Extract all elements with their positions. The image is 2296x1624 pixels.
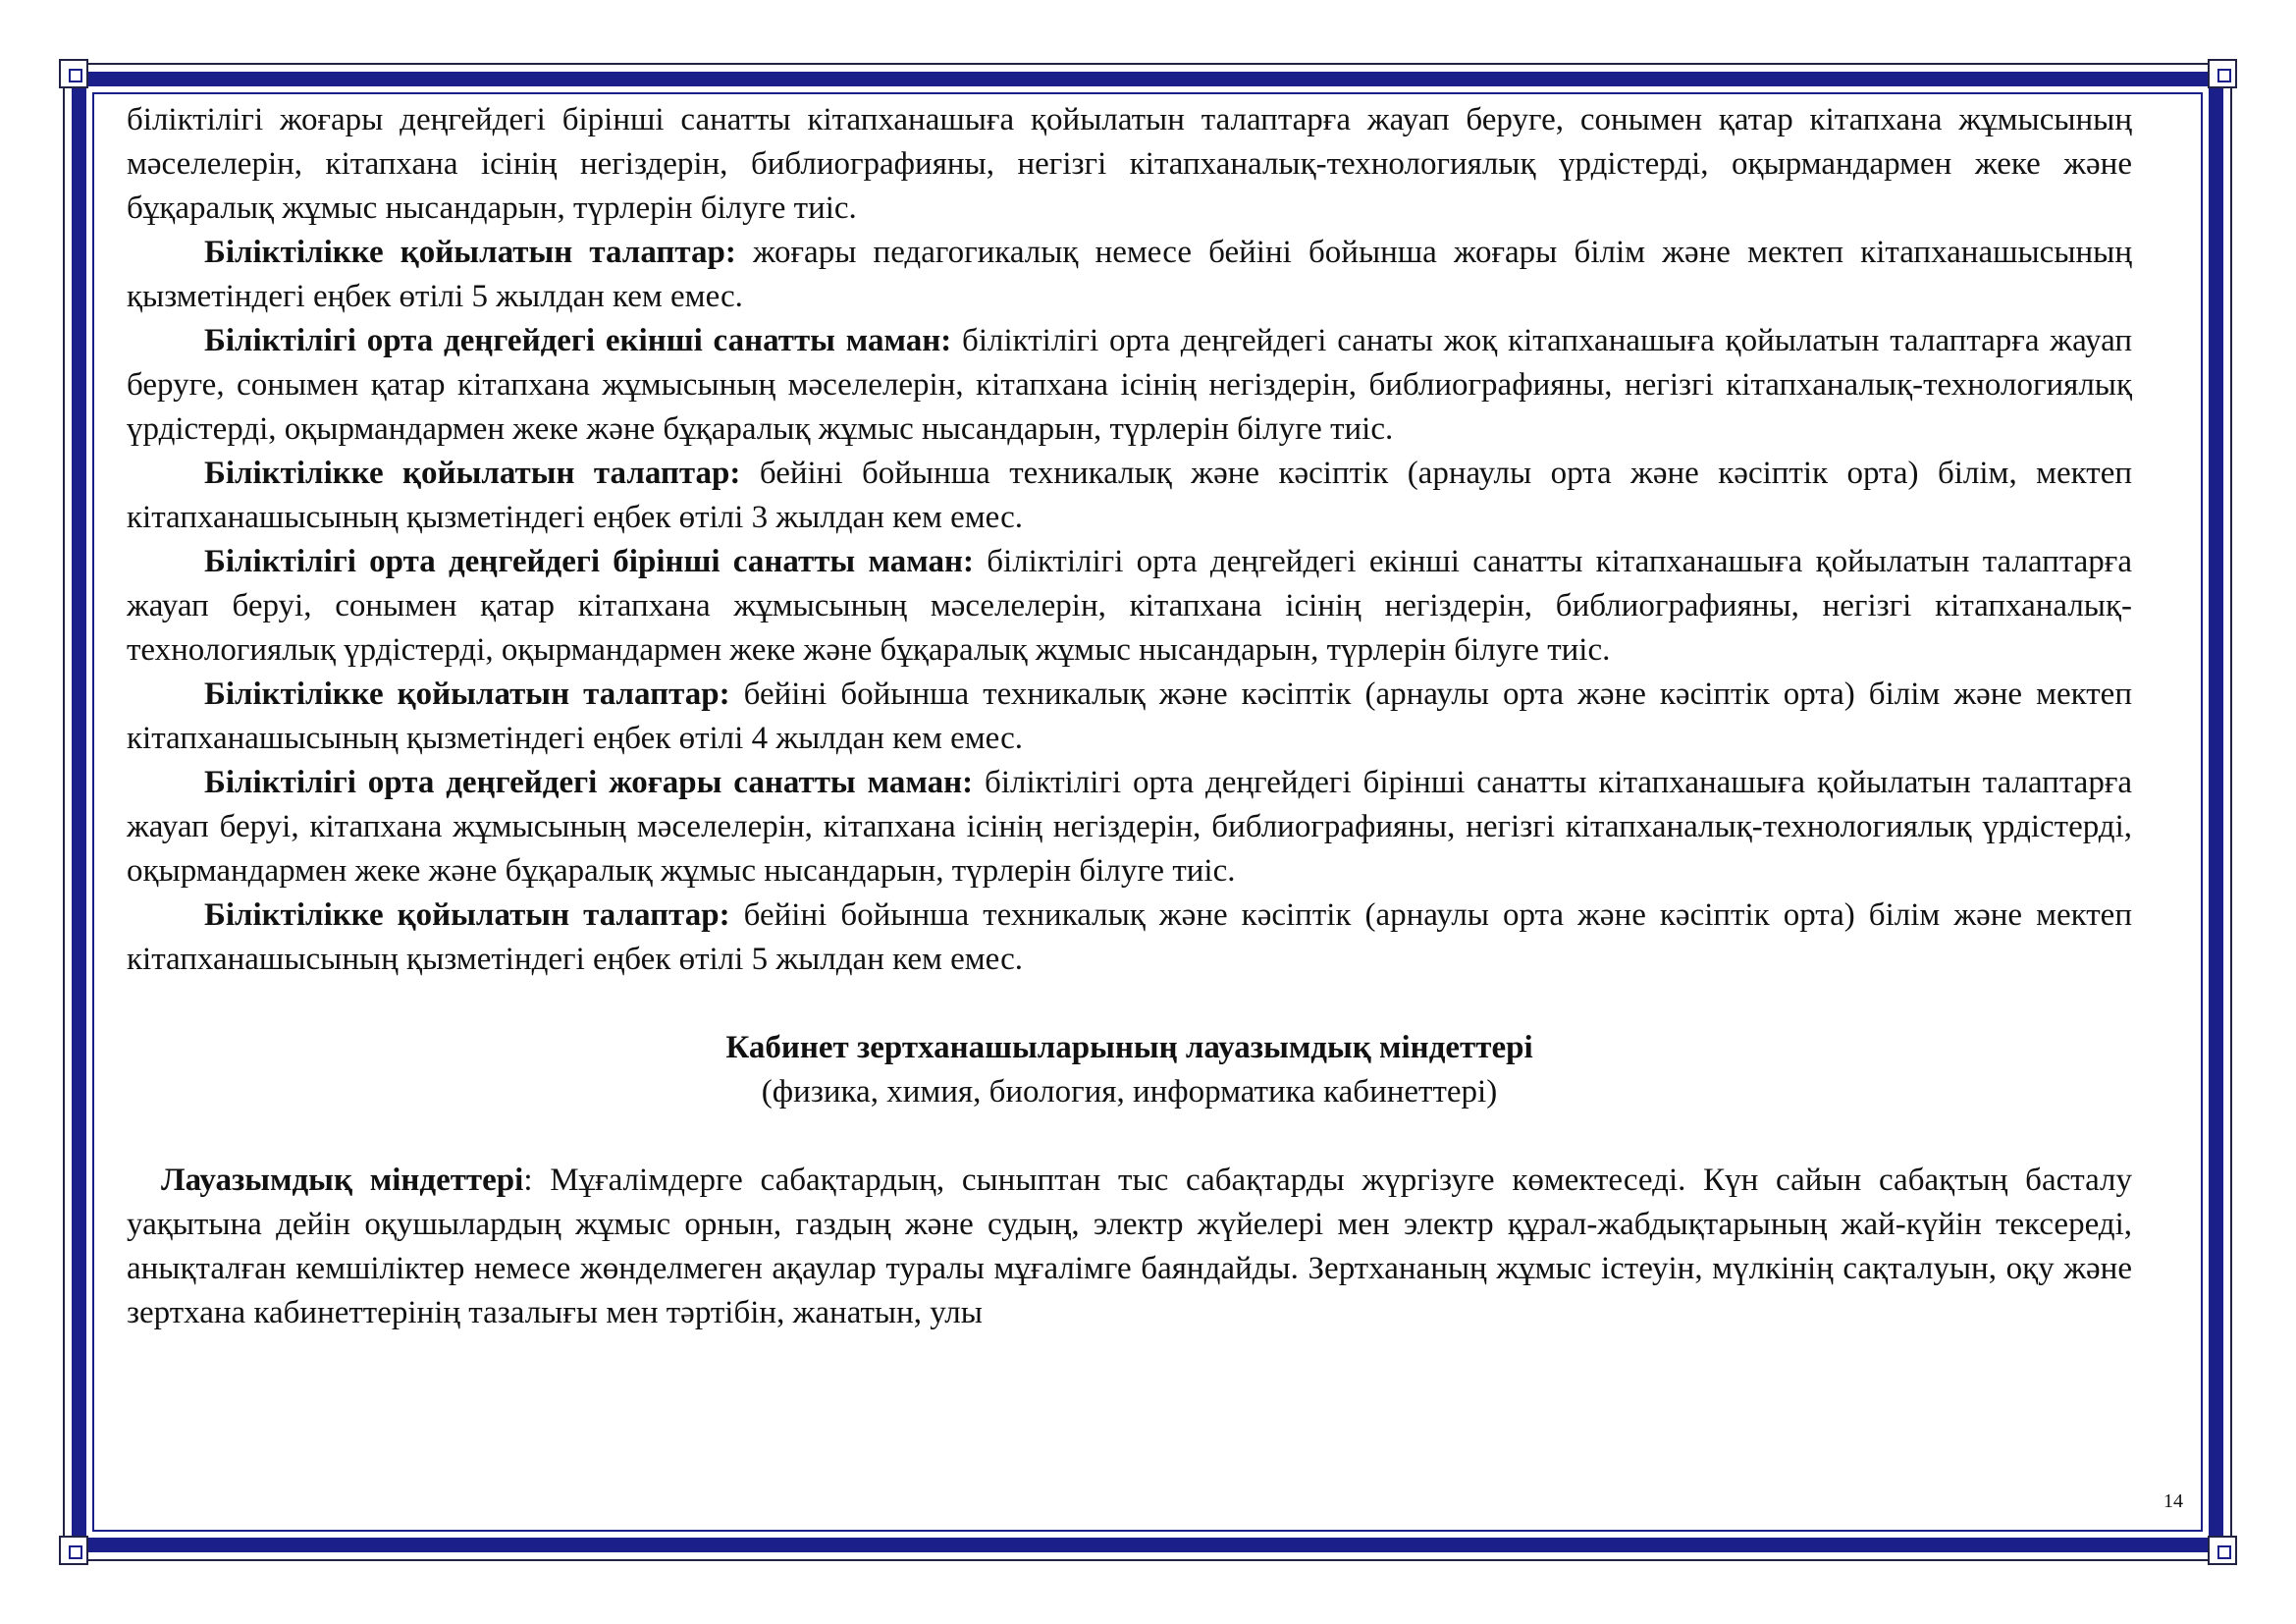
paragraph-text: жоғары педагогикалық немесе бейіні бойынша жоғары білім және мектеп кітапханашысының қызметіндегі еңбек өтілі 5 жылдан кем емес. — [127, 235, 2132, 314]
paragraph-text: біліктілігі орта деңгейдегі санаты жоқ кітапханашыға қойылатын талаптарға жауап беруге, сонымен қатар кітапхана жұмысының мәселелерін, кітапхана ісінің негіздерін, библиографияны, негізгі кітапханалық-технологиялық үрдістерді, оқырмандармен жеке және бұқаралық жұмыс нысандарын, түрлерін білуге тиіс. — [127, 323, 2132, 447]
paragraph-text: біліктілігі жоғары деңгейдегі бірінші санатты кітапханашыға қойылатын талаптарға жауап беруге, сонымен қатар кітапхана жұмысының мәселелерін, кітапхана ісінің негіздерін, библиографияны, негізгі кітапханалық-технологиялық үрдістерді, оқырмандармен жеке және бұқаралық жұмыс нысандарын, түрлерін білуге тиіс. — [127, 102, 2132, 226]
paragraph-lead: Біліктілігі орта деңгейдегі жоғары санатты маман: — [204, 765, 974, 800]
paragraph-lead: Біліктілікке қойылатын талаптар: — [204, 897, 730, 933]
frame-corner-ornament — [2208, 59, 2237, 88]
paragraph — [127, 893, 2132, 982]
duties-text: : Мұғалімдерге сабақтардың, сыныптан тыс сабақтарды жүргізуге көмектеседі. Күн сайын сабақтың басталу уақытына дейін оқушылардың жұмыс орнын, газдың және судың, электр жүйелері мен электр құрал-жабдықтарының жай-күйін тексереді, анықталған кемшіліктер немесе жөнделмеген ақаулар туралы мұғалімге баяндайды. Зертхананың жұмыс істеуін, мүлкінің сақталуын, оқу және зертхана кабинеттерінің тазалығы мен тәртібін, жанатын, улы — [127, 1163, 2132, 1330]
paragraph — [127, 673, 2132, 761]
paragraph — [127, 761, 2132, 893]
paragraph-lead: Біліктілігі орта деңгейдегі екінші санатты маман: — [204, 323, 952, 358]
page-number: 14 — [2163, 1490, 2183, 1512]
paragraph — [127, 452, 2132, 540]
paragraph-text: бейіні бойынша техникалық және кәсіптік (арнаулы орта және кәсіптік орта) білім, мектеп кітапханашысының қызметіндегі еңбек өтілі 3 жылдан кем емес. — [127, 456, 2132, 535]
paragraph-text: бейіні бойынша техникалық және кәсіптік (арнаулы орта және кәсіптік орта) білім және мектеп кітапханашысының қызметіндегі еңбек өтілі 5 жылдан кем емес. — [127, 897, 2132, 977]
frame-corner-ornament — [59, 1536, 88, 1565]
frame-corner-ornament — [2208, 1536, 2237, 1565]
frame-corner-ornament — [59, 59, 88, 88]
duties-paragraph — [127, 1159, 2132, 1335]
paragraph-lead: Біліктілігі орта деңгейдегі бірінші санатты маман: — [204, 544, 974, 579]
paragraph-lead: Біліктілікке қойылатын талаптар: — [204, 235, 736, 270]
paragraph-text: біліктілігі орта деңгейдегі бірінші санатты кітапханашыға қойылатын талаптарға жауап беруі, кітапхана жұмысының мәселелерін, кітапхана ісінің негіздерін, библиографияны, негізгі кітапханалық-технологиялық үрдістерді, оқырмандармен жеке және бұқаралық жұмыс нысандарын, түрлерін білуге тиіс. — [127, 765, 2132, 889]
paragraph — [127, 540, 2132, 673]
duties-lead: Лауазымдық міндеттері — [161, 1163, 524, 1198]
paragraph — [127, 231, 2132, 319]
paragraph-lead: Біліктілікке қойылатын талаптар: — [204, 456, 741, 491]
document-body — [127, 98, 2132, 1473]
paragraph-lead: Біліктілікке қойылатын талаптар: — [204, 677, 730, 712]
paragraph — [127, 98, 2132, 231]
paragraph-text: біліктілігі орта деңгейдегі екінші санатты кітапханашыға қойылатын талаптарға жауап беруі, сонымен қатар кітапхана жұмысының мәселелерін, кітапхана ісінің негіздерін, библиографияны, негізгі кітапханалық-технологиялық үрдістерді, оқырмандармен жеке және бұқаралық жұмыс нысандарын, түрлерін білуге тиіс. — [127, 544, 2132, 668]
paragraph-text: бейіні бойынша техникалық және кәсіптік (арнаулы орта және кәсіптік орта) білім және мектеп кітапханашысының қызметіндегі еңбек өтілі 4 жылдан кем емес. — [127, 677, 2132, 756]
paragraph — [127, 319, 2132, 452]
section-subtitle: (физика, химия, биология, информатика кабинеттері) — [761, 1074, 1498, 1110]
section-title: Кабинет зертханашыларының лауазымдық міндеттері — [725, 1030, 1533, 1065]
